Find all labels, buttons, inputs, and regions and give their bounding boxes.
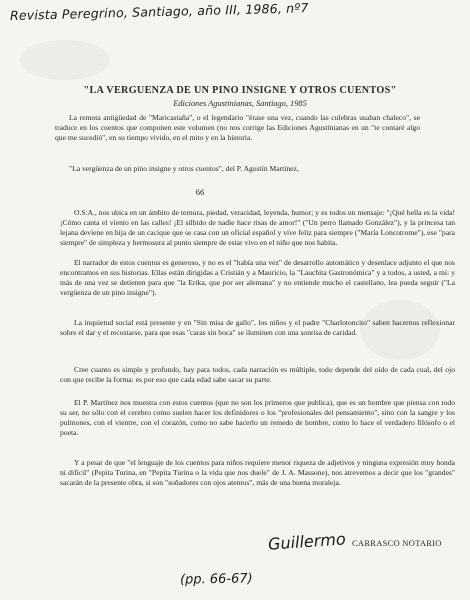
body-paragraph: La inquietud social está presente y en "Sin misa de gallo", los niños y el padre "Charlotoncito" saben hacernos reflexionar sobre el dar y el recostarse, para que esas "caras sin boca" se iluminen con una sonrisa de caridad. xyxy=(60,318,455,337)
paper-stain xyxy=(20,40,110,80)
body-paragraph: Cree cuanto es simple y profundo, hay para todos, cada narración es múltiple, todo depende del oído de cada cual, del ojo con que recibe la forma: es por eso que cada edad sabe sacar su parte. xyxy=(60,365,455,384)
article-title: "LA VERGUENZA DE UN PINO INSIGNE Y OTROS CUENTOS" xyxy=(83,85,397,96)
article-subtitle: Ediciones Agustinianas, Santiago, 1985 xyxy=(173,99,307,108)
handwritten-signature: Guillermo xyxy=(267,529,347,554)
author-name: CARRASCO NOTARIO xyxy=(352,538,442,548)
handwritten-page-range: (pp. 66-67) xyxy=(179,571,253,588)
page-number: 66 xyxy=(195,187,205,197)
intro-paragraph: "La vergüenza de un pino insigne y otros cuentos", del P. Agustín Martínez, xyxy=(69,164,299,173)
body-paragraph: O.S.A., nos ubica en un ámbito de ternura, piedad, veracidad, leyenda, humor; y es todos un mensaje: "¡Qué bella es la vida! ¡Cómo canta el viento en las calles! ¡El silbido de nadie hace risas de amor!" ("Un perro llamado González"), y la princesa tan lejana deviene en hija de un cacique que se casa con un oficial español y vive feliz para siempre ("María Loncotrome"), ese "para siempre" de simpleza y hermosura al punto siempre de estar vivo en el niño que nos habita. xyxy=(60,208,455,247)
body-paragraph: Y a pesar de que "el lenguaje de los cuentos para niños requiere menor riqueza de adjetivos y ninguna expresión muy honda ni difícil" (Pepita Turina, en "Pepita Turina o la vida que nos duele" de J. A. Massone), nos atrevemos a decir que los "grandes" sacarán de la presente obra, si son "soñadores con ojos atentos", más de una buena moraleja. xyxy=(60,458,455,487)
handwritten-source-note: Revista Peregrino, Santiago, año III, 1986, nº7 xyxy=(9,0,309,23)
intro-paragraph: La remota antigüedad de "Maricastaña", o el legendario "érase una vez, cuando las culebras usaban chaleco", se traduce en los cuentos que componen este volumen (no nos corrige las Ediciones Agustinianas en un "te contaré algo que me sucedió", en su tiempo vivido, en el mito y en la historia. xyxy=(55,113,420,142)
body-paragraph: El narrador de estos cuentos es generoso, y no es el "había una vez" de desarrollo automático y desenlace adjunto el que nos encontramos en sus historias. Ellas están dirigidas a Cristián y a Mauricio, la "Lauchita Gastronómica" y a todos, a usted, a mí: y más de una vez se detienen para que "la Erika, que por ser alemana" y no entiende mucho el castellano, lea pueda seguir ("La vergüenza de un pino insigne"). xyxy=(60,258,455,297)
body-paragraph: El P. Martínez nos muestra con estos cuentos (que no son los primeros que publica), que es un hombre que piensa con todo su ser, no sólo con el cerebro como suelen hacer los definidores o los "profesionales del pensamiento", sino con la sangre y los pulmones, con el vientre, con el corazón, como no sabe hacerlo un remedo de hombre, como lo hace el verdadero filósofo o el poeta. xyxy=(60,398,455,437)
